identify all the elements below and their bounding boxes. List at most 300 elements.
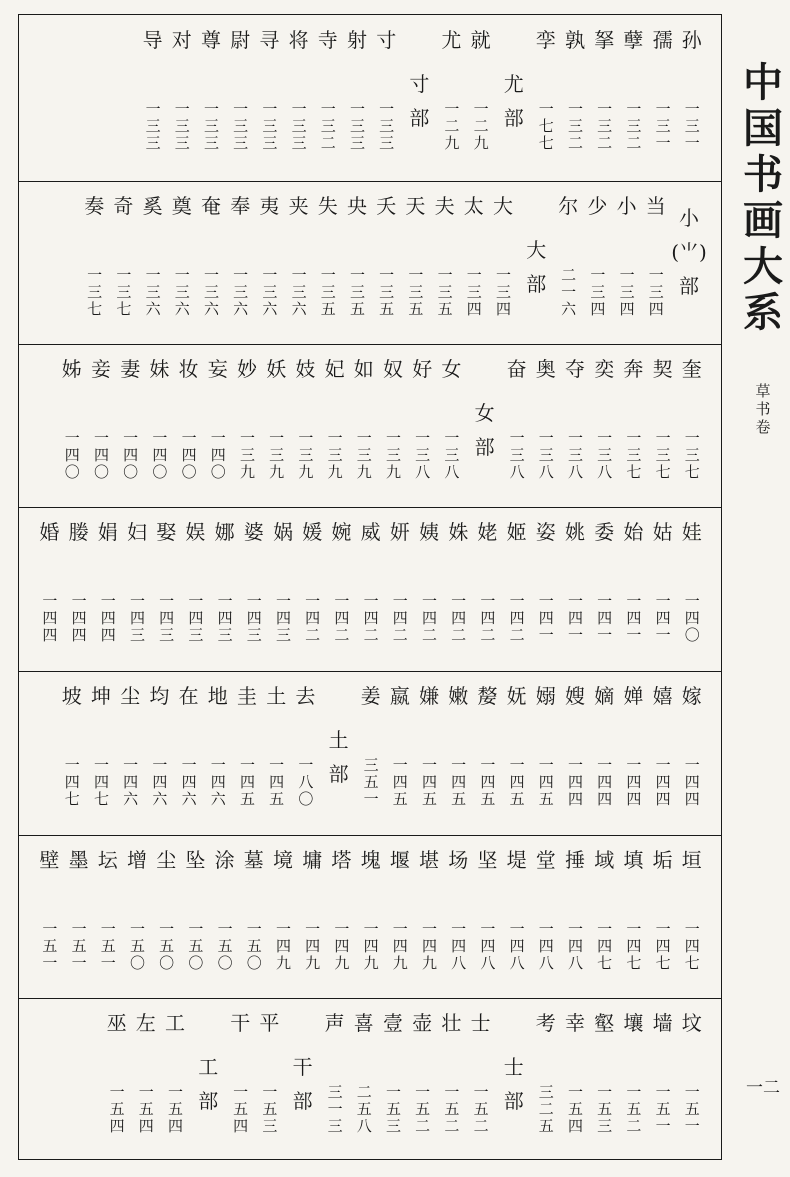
- index-entry: [255, 181, 283, 344]
- index-entry: [532, 835, 560, 998]
- entry-page-number: 一 四 七: [626, 920, 641, 972]
- index-entry: [583, 181, 611, 344]
- entry-page-number: 一 四 二: [363, 592, 378, 644]
- index-band: [19, 507, 721, 672]
- index-entry: [473, 835, 501, 998]
- entry-page-number: 一 四 一: [567, 592, 582, 644]
- index-entry: [350, 344, 378, 507]
- entry-page-number: 一 三 四: [590, 266, 605, 318]
- index-entry: [590, 835, 618, 998]
- index-entry: [386, 671, 414, 835]
- index-entry: [590, 15, 618, 181]
- entry-character: 姬: [506, 520, 527, 544]
- entry-page-number: 一 三 九: [298, 429, 313, 481]
- entry-character: 导: [142, 28, 163, 52]
- entry-character: 堂: [535, 848, 556, 872]
- entry-character: 妓: [295, 357, 316, 381]
- entry-page-number: 一 三 三: [233, 100, 248, 152]
- entry-character: 奔: [623, 357, 644, 381]
- index-entry: [619, 835, 647, 998]
- entry-character: 幸: [565, 1011, 585, 1035]
- entry-character: 嫂: [565, 684, 585, 708]
- index-entry: [467, 998, 495, 1159]
- entry-character: 对: [171, 28, 192, 52]
- entry-character: 寻: [259, 28, 280, 52]
- index-entry: [240, 835, 268, 998]
- index-entry: [415, 671, 443, 835]
- index-entry: [139, 15, 167, 181]
- index-entry: [503, 671, 531, 835]
- entry-page-number: 一 四 七: [655, 920, 670, 972]
- entry-character: 少: [587, 194, 608, 218]
- entry-page-number: 一 三 三: [174, 100, 189, 152]
- index-entry: [415, 835, 443, 998]
- entry-page-number: 一 四 五: [509, 756, 524, 808]
- entry-page-number: 一 三 四: [466, 266, 481, 318]
- index-table: [18, 14, 722, 1160]
- index-entry: [379, 998, 407, 1159]
- entry-character: 声: [324, 1011, 345, 1035]
- entry-character: 姑: [652, 520, 673, 544]
- entry-character: 嫁: [681, 684, 702, 708]
- entry-character: 尘: [156, 848, 177, 872]
- entry-page-number: 一 四 五: [480, 756, 495, 808]
- entry-character: 奠: [171, 194, 192, 218]
- index-entry: [357, 835, 385, 998]
- entry-page-number: 一 四 八: [509, 920, 524, 972]
- entry-character: 孪: [535, 28, 556, 52]
- entry-page-number: 一 三 二: [320, 100, 335, 152]
- entry-character: 填: [623, 848, 644, 872]
- entry-page-number: 一 四 七: [684, 920, 699, 972]
- entry-character: 堤: [506, 848, 527, 872]
- index-entry: [103, 998, 131, 1159]
- volume-title: 草书卷: [755, 382, 771, 436]
- index-entry: [350, 998, 378, 1159]
- index-entry: [211, 835, 239, 998]
- entry-page-number: 一 三 三: [145, 100, 160, 152]
- entry-page-number: 一 四 九: [421, 920, 436, 972]
- entry-page-number: 一 五 〇: [217, 920, 232, 972]
- index-entry: [678, 15, 706, 181]
- entry-page-number: 一 三 七: [116, 266, 131, 318]
- index-entry: [503, 344, 531, 507]
- entry-character: 奉: [230, 194, 251, 218]
- entry-page-number: 一 四 四: [567, 756, 582, 808]
- entry-page-number: 一 三 二: [626, 100, 641, 152]
- index-entry: [94, 835, 122, 998]
- entry-character: 就: [470, 28, 491, 52]
- entry-page-number: 一 四 三: [129, 592, 144, 644]
- entry-character: 妆: [178, 357, 199, 381]
- index-entry: [613, 181, 641, 344]
- entry-character: 嫠: [477, 684, 498, 708]
- entry-page-number: 一 三 九: [356, 429, 371, 481]
- entry-character: 壑: [594, 1011, 615, 1035]
- entry-page-number: 一 五 四: [567, 1083, 582, 1135]
- index-entry: [291, 344, 319, 507]
- entry-page-number: 一 五 一: [71, 920, 86, 972]
- entry-page-number: 一 三 五: [349, 266, 364, 318]
- entry-character: 堰: [389, 848, 410, 872]
- entry-character: 坠: [185, 848, 206, 872]
- index-entry: [123, 507, 151, 671]
- entry-character: 妻: [120, 357, 141, 381]
- index-entry: [321, 344, 349, 507]
- index-entry: [357, 507, 385, 671]
- entry-page-number: 一 三 四: [495, 266, 510, 318]
- entry-character: 喜: [353, 1011, 374, 1035]
- index-entry: [181, 835, 209, 998]
- radical-section-label: 寸 部: [409, 72, 430, 130]
- radical-section-label: 土 部: [328, 728, 349, 786]
- entry-page-number: 一 三 八: [509, 429, 524, 481]
- index-entry: [561, 998, 589, 1159]
- entry-page-number: 一 四 九: [275, 920, 290, 972]
- entry-character: 央: [347, 194, 367, 218]
- entry-page-number: 一 八 〇: [298, 756, 313, 808]
- entry-character: 妖: [266, 357, 287, 381]
- entry-character: 尤: [441, 28, 462, 52]
- entry-character: 孺: [652, 28, 673, 52]
- index-entry: [35, 835, 63, 998]
- index-entry: [649, 671, 677, 835]
- entry-character: 尔: [558, 194, 579, 218]
- index-entry: [561, 507, 589, 671]
- index-entry: [175, 671, 203, 835]
- index-entry: [87, 671, 115, 835]
- entry-page-number: 一 三 五: [408, 266, 423, 318]
- entry-page-number: 一 四 〇: [210, 429, 225, 481]
- index-entry: [226, 15, 254, 181]
- entry-character: 塔: [331, 848, 352, 872]
- index-entry: [415, 507, 443, 671]
- index-entry: [298, 835, 326, 998]
- entry-character: 平: [259, 1011, 280, 1035]
- index-entry: [204, 344, 232, 507]
- index-entry: [204, 671, 232, 835]
- entry-character: 土: [266, 684, 287, 708]
- entry-character: 坚: [477, 848, 498, 872]
- entry-character: 嫩: [448, 684, 469, 708]
- entry-page-number: 一 四 〇: [93, 429, 108, 481]
- entry-character: 奏: [84, 194, 105, 218]
- entry-character: 寺: [317, 28, 338, 52]
- entry-character: 壤: [623, 1011, 644, 1035]
- entry-page-number: 一 二 九: [473, 100, 488, 152]
- radical-section-label: 干 部: [292, 1055, 313, 1113]
- entry-page-number: 一 三 七: [655, 429, 670, 481]
- entry-character: 堪: [419, 848, 439, 872]
- index-entry: [437, 344, 465, 507]
- index-entry: [226, 181, 254, 344]
- index-entry: [532, 671, 560, 835]
- entry-character: 坤: [91, 684, 111, 708]
- entry-character: 夹: [288, 194, 309, 218]
- entry-character: 坛: [97, 848, 118, 872]
- entry-page-number: 一 三 九: [327, 429, 342, 481]
- index-entry: [226, 998, 254, 1159]
- entry-page-number: 一 五 二: [626, 1083, 641, 1135]
- entry-page-number: 一 四 二: [334, 592, 349, 644]
- entry-character: 姥: [477, 520, 498, 544]
- entry-page-number: 一 四 六: [152, 756, 167, 808]
- index-entry: [678, 671, 706, 835]
- entry-page-number: 一 三 八: [597, 429, 612, 481]
- entry-character: 姊: [61, 357, 82, 381]
- index-entry: [619, 15, 647, 181]
- entry-page-number: 一 四 二: [480, 592, 495, 644]
- index-entry: [65, 507, 93, 671]
- entry-page-number: 一 四 二: [392, 592, 407, 644]
- index-entry: [590, 507, 618, 671]
- index-entry: [65, 835, 93, 998]
- index-entry: [386, 507, 414, 671]
- entry-character: 姜: [360, 684, 381, 708]
- index-entry: [262, 671, 290, 835]
- index-entry: [431, 181, 459, 344]
- index-entry: [269, 507, 297, 671]
- entry-page-number: 一 四 四: [71, 592, 86, 644]
- entry-page-number: 一 四 一: [597, 592, 612, 644]
- entry-page-number: 一 三 二: [567, 100, 582, 152]
- entry-character: 境: [273, 848, 293, 872]
- entry-character: 涂: [214, 848, 235, 872]
- index-entry: [561, 15, 589, 181]
- entry-character: 坟: [681, 1011, 702, 1035]
- index-entry: [678, 344, 706, 507]
- entry-character: 娲: [273, 520, 293, 544]
- index-entry: [58, 671, 86, 835]
- index-entry: [285, 181, 313, 344]
- entry-page-number: 一 四 四: [626, 756, 641, 808]
- index-entry: [116, 344, 144, 507]
- entry-page-number: 一 四 四: [597, 756, 612, 808]
- index-entry: [444, 507, 472, 671]
- index-entry: [379, 344, 407, 507]
- index-entry: [561, 671, 589, 835]
- index-entry: [401, 181, 429, 344]
- index-entry: [642, 181, 670, 344]
- entry-character: 如: [353, 357, 374, 381]
- entry-character: 尘: [120, 684, 141, 708]
- entry-character: 圭: [237, 684, 257, 708]
- entry-page-number: 一 五 三: [597, 1083, 612, 1135]
- radical-section-label: 女 部: [474, 401, 495, 459]
- entry-page-number: 一 四 〇: [152, 429, 167, 481]
- entry-character: 坡: [61, 684, 82, 708]
- entry-page-number: 一 四 四: [684, 756, 699, 808]
- entry-page-number: 一 四 六: [210, 756, 225, 808]
- entry-character: 夫: [434, 194, 455, 218]
- entry-character: 姚: [565, 520, 585, 544]
- entry-character: 夭: [376, 194, 397, 218]
- entry-page-number: 一 四 五: [239, 756, 254, 808]
- entry-character: 墓: [243, 848, 264, 872]
- index-entry: [678, 835, 706, 998]
- index-entry: [437, 998, 465, 1159]
- entry-page-number: 一 四 三: [246, 592, 261, 644]
- entry-page-number: 一 三 八: [567, 429, 582, 481]
- index-entry: [152, 507, 180, 671]
- entry-character: 夺: [565, 357, 585, 381]
- entry-character: 妹: [149, 357, 170, 381]
- entry-page-number: 一 三 九: [239, 429, 254, 481]
- entry-page-number: 一 三 三: [349, 100, 364, 152]
- index-entry: [532, 507, 560, 671]
- index-entry: [473, 671, 501, 835]
- entry-character: 将: [288, 28, 309, 52]
- entry-page-number: 一 四 〇: [181, 429, 196, 481]
- entry-character: 壮: [441, 1011, 462, 1035]
- entry-page-number: 一 四 一: [538, 592, 553, 644]
- entry-page-number: 一 五 一: [42, 920, 57, 972]
- index-band: [19, 344, 721, 508]
- index-entry: [437, 15, 465, 181]
- entry-page-number: 一 三 六: [233, 266, 248, 318]
- entry-character: 威: [360, 520, 381, 544]
- entry-character: 干: [230, 1011, 251, 1035]
- entry-page-number: 一 四 〇: [64, 429, 79, 481]
- index-entry: [503, 507, 531, 671]
- entry-character: 寸: [376, 28, 397, 52]
- entry-page-number: 一 四 二: [509, 592, 524, 644]
- entry-character: 娃: [681, 520, 702, 544]
- entry-character: 嬴: [389, 684, 410, 708]
- entry-character: 娟: [97, 520, 118, 544]
- index-entry: [460, 181, 488, 344]
- index-entry: [408, 344, 436, 507]
- entry-page-number: 一 四 四: [42, 592, 57, 644]
- index-entry: [35, 507, 63, 671]
- entry-character: 姿: [535, 520, 556, 544]
- radical-section-label: 工 部: [198, 1055, 219, 1113]
- index-entry: [343, 15, 371, 181]
- index-entry: [532, 15, 560, 181]
- entry-character: 场: [448, 848, 469, 872]
- entry-character: 士: [470, 1011, 491, 1035]
- entry-page-number: 一 三 一: [684, 100, 699, 152]
- entry-character: 始: [623, 520, 644, 544]
- index-entry: [649, 344, 677, 507]
- index-entry: [372, 181, 400, 344]
- entry-character: 捶: [565, 848, 585, 872]
- entry-page-number: 一 三 五: [437, 266, 452, 318]
- radical-section-label: 小 (⺌) 部: [671, 206, 707, 298]
- index-entry: [649, 835, 677, 998]
- entry-page-number: 一 四 一: [626, 592, 641, 644]
- index-entry: [590, 671, 618, 835]
- entry-page-number: 一 五 三: [385, 1083, 400, 1135]
- index-entry: [116, 671, 144, 835]
- entry-page-number: 一 五 四: [109, 1083, 124, 1135]
- entry-page-number: 一 三 四: [619, 266, 634, 318]
- entry-page-number: 一 三 五: [379, 266, 394, 318]
- index-entry: [372, 15, 400, 181]
- entry-character: 婚: [39, 520, 60, 544]
- entry-character: 委: [594, 520, 615, 544]
- index-entry: [678, 998, 706, 1159]
- entry-character: 妩: [506, 684, 527, 708]
- entry-character: 拏: [594, 28, 615, 52]
- entry-character: 地: [207, 684, 228, 708]
- entry-page-number: 一 三 二: [597, 100, 612, 152]
- index-entry: [649, 507, 677, 671]
- entry-character: 妍: [389, 520, 410, 544]
- entry-character: 尊: [201, 28, 221, 52]
- index-entry: [590, 344, 618, 507]
- index-entry: [649, 998, 677, 1159]
- index-entry: [408, 998, 436, 1159]
- entry-page-number: 二 一 六: [561, 266, 576, 318]
- index-entry: [145, 671, 173, 835]
- index-entry: [314, 181, 342, 344]
- index-entry: [343, 181, 371, 344]
- index-entry: [619, 671, 647, 835]
- entry-character: 奕: [594, 357, 615, 381]
- index-entry: [314, 15, 342, 181]
- entry-page-number: 一 三 九: [269, 429, 284, 481]
- index-entry: [80, 181, 108, 344]
- entry-page-number: 一 四 九: [305, 920, 320, 972]
- entry-character: 尉: [230, 28, 251, 52]
- entry-page-number: 一 四 四: [100, 592, 115, 644]
- entry-character: 工: [165, 1011, 185, 1035]
- entry-page-number: 一 五 二: [415, 1083, 430, 1135]
- radical-section-label: 士 部: [503, 1055, 524, 1113]
- entry-page-number: 一 四 五: [451, 756, 466, 808]
- entry-character: 嫋: [535, 684, 556, 708]
- entry-character: 妾: [91, 357, 111, 381]
- index-entry: [161, 998, 189, 1159]
- index-entry: [444, 671, 472, 835]
- index-entry: [619, 344, 647, 507]
- entry-character: 太: [463, 194, 484, 218]
- index-entry: [233, 344, 261, 507]
- entry-character: 墉: [302, 848, 323, 872]
- entry-page-number: 一 四 〇: [684, 592, 699, 644]
- entry-character: 妄: [207, 357, 228, 381]
- index-entry: [197, 181, 225, 344]
- index-band: [19, 835, 721, 999]
- entry-character: 去: [295, 684, 316, 708]
- entry-page-number: 一 四 九: [392, 920, 407, 972]
- entry-page-number: 一 五 〇: [188, 920, 203, 972]
- index-entry: [291, 671, 319, 835]
- entry-page-number: 一 五 三: [262, 1083, 277, 1135]
- index-entry: [327, 835, 355, 998]
- entry-page-number: 一 四 五: [538, 756, 553, 808]
- index-band: [19, 998, 721, 1159]
- entry-page-number: 一 四 八: [567, 920, 582, 972]
- index-entry: [473, 507, 501, 671]
- index-entry: [94, 507, 122, 671]
- entry-page-number: 一 四 四: [655, 756, 670, 808]
- entry-page-number: 一 三 七: [684, 429, 699, 481]
- index-entry: [240, 507, 268, 671]
- entry-character: 垢: [652, 848, 673, 872]
- entry-character: 妇: [127, 520, 147, 544]
- entry-character: 奇: [113, 194, 134, 218]
- entry-page-number: 一 五 一: [655, 1083, 670, 1135]
- index-entry: [145, 344, 173, 507]
- book-title: 中国书画大系: [743, 59, 783, 336]
- index-entry: [211, 507, 239, 671]
- entry-page-number: 一 七 七: [538, 100, 553, 152]
- entry-page-number: 一 三 六: [262, 266, 277, 318]
- entry-page-number: 一 四 六: [123, 756, 138, 808]
- entry-character: 奄: [201, 194, 221, 218]
